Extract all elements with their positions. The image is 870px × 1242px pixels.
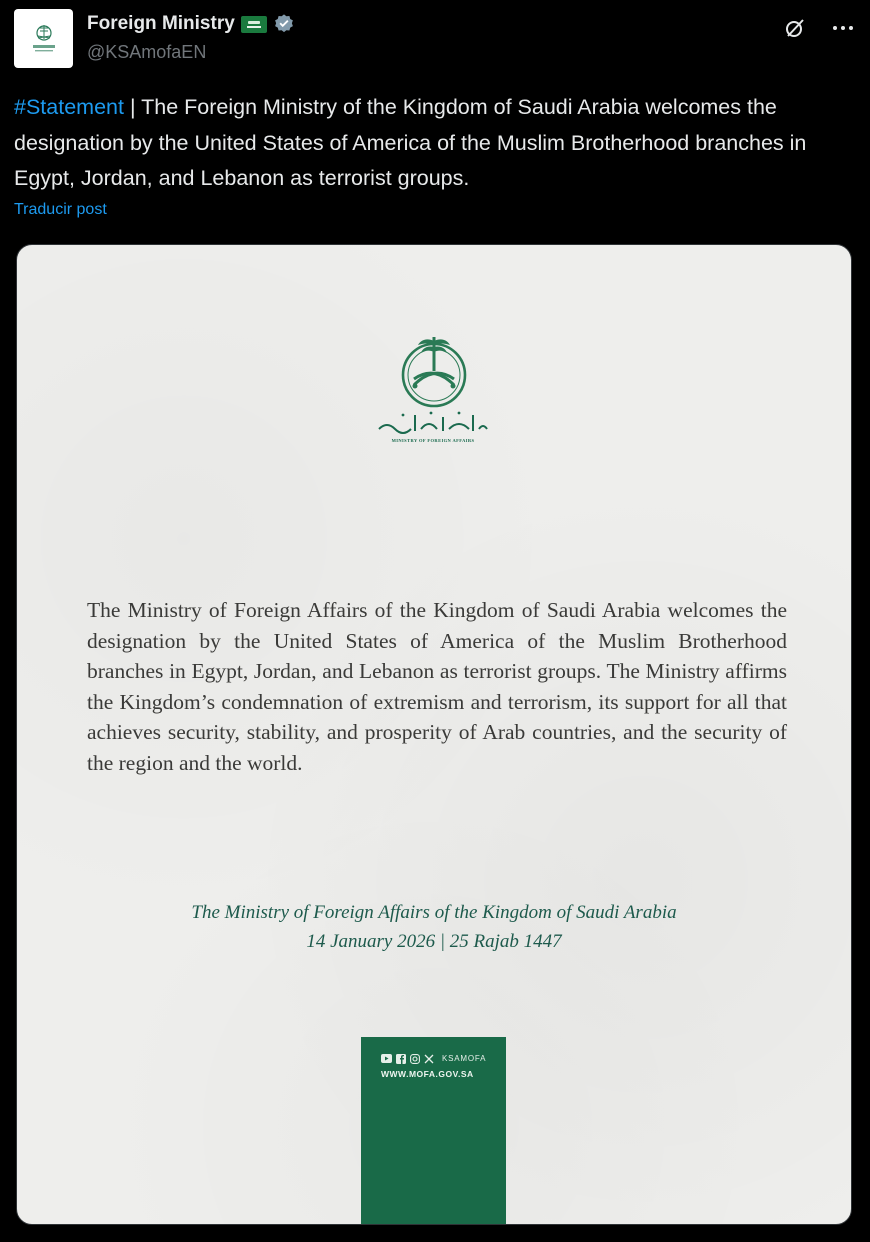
name-row: [87, 13, 295, 35]
user-handle[interactable]: @KSAmofaEN: [87, 42, 207, 62]
social-handle: KSAMOFA: [442, 1054, 487, 1063]
post-body-text: | The Foreign Ministry of the Kingdom of Saudi Arabia welcomes the designation by the United States of America of the Muslim Brotherhood branches in Egypt, Jordan, and Lebanon as terrorist groups.: [14, 95, 807, 190]
post-image[interactable]: [16, 244, 852, 1225]
youtube-icon: [381, 1053, 392, 1064]
header-actions: [782, 15, 856, 41]
ministry-logo-icon: [24, 19, 64, 59]
statement-body: The Ministry of Foreign Affairs of the Kingdom of Saudi Arabia welcomes the designation by the United States of America of the Muslim Brotherhood branches in Egypt, Jordan, and Lebanon as terrorist groups. The Ministry affirms the Kingdom’s condemnation of extremism and terrorism, its support for all that achieves security, stability, and prosperity of Arab countries, and the security of the region and the world.: [87, 598, 787, 775]
more-icon[interactable]: [830, 15, 856, 41]
avatar[interactable]: [14, 9, 73, 68]
post-header: [14, 9, 856, 69]
instagram-icon: [409, 1053, 420, 1064]
contact-panel: [361, 1037, 506, 1224]
social-row: [381, 1053, 486, 1064]
saudi-emblem-icon: [396, 331, 472, 411]
verified-badge-icon: [273, 13, 295, 35]
translate-post-link[interactable]: Traducir post: [14, 201, 107, 218]
ministry-wordmark-text: MINISTRY OF FOREIGN AFFAIRS: [391, 438, 475, 443]
display-name[interactable]: Foreign Ministry: [87, 13, 235, 34]
x-icon: [423, 1053, 434, 1064]
saudi-flag-icon: [241, 16, 267, 33]
grok-icon[interactable]: [782, 15, 808, 41]
signature-line: The Ministry of Foreign Affairs of the Kingdom of Saudi Arabia: [191, 902, 677, 923]
statement-date: 14 January 2026 | 25 Rajab 1447: [306, 931, 562, 952]
arabic-wordmark-icon: [373, 407, 493, 437]
facebook-icon: [395, 1053, 406, 1064]
website-url: WWW.MOFA.GOV.SA: [381, 1069, 474, 1079]
hashtag-link[interactable]: #Statement: [14, 95, 124, 119]
post-text: [14, 90, 864, 197]
